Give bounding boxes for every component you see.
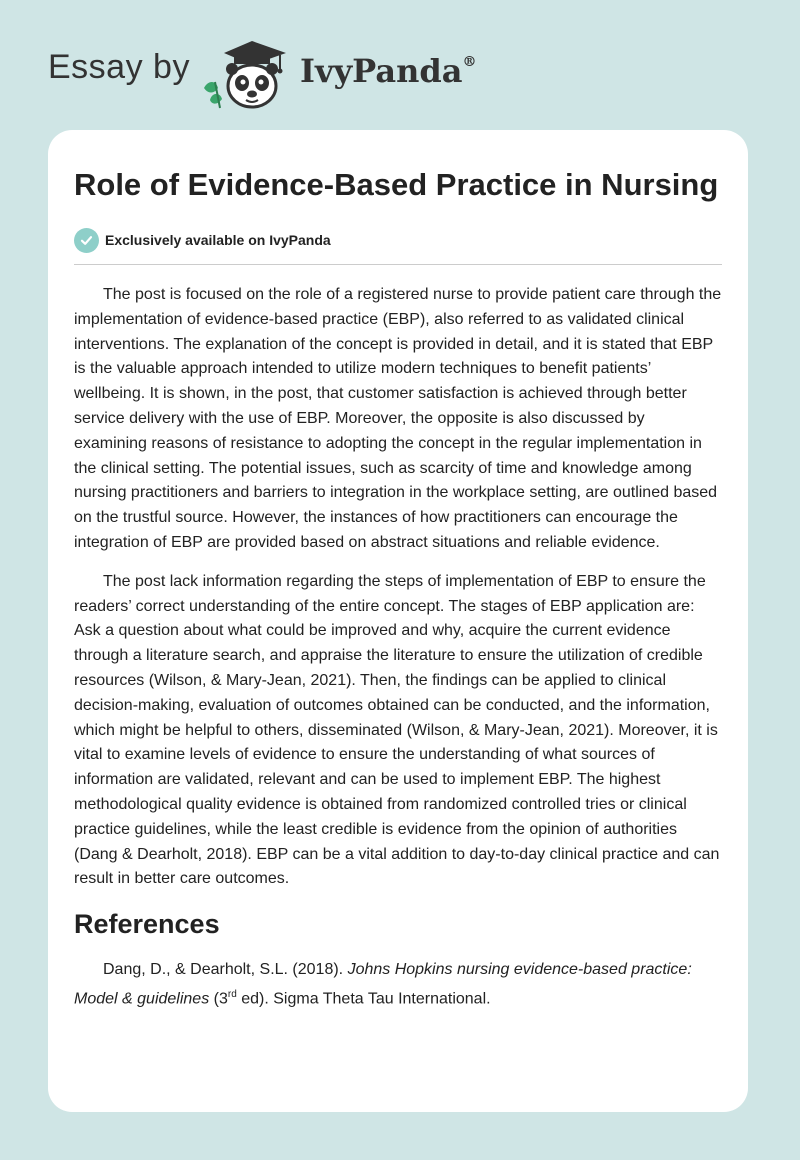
site-header: [48, 36, 508, 116]
article-body: [74, 283, 722, 892]
essay-by-label: Essay by: [48, 48, 190, 86]
registered-mark: ®: [462, 54, 477, 70]
paragraph: The post lack information regarding the steps of implementation of EBP to ensure the readers’ correct understanding of the entire concept. The stages of EBP application are: Ask a question about what could be improved and why, acquire the current evidence through a literature search, and appraise the literature to ensure the utilization of credible resources (Wilson, & Mary-Jean, 2021). Then, the findings can be applied to clinical decision-making, evaluation of outcomes obtained can be conducted, and the information, which might be helpful to others, disseminated (Wilson, & Mary-Jean, 2021). Moreover, it is vital to examine levels of evidence to ensure the understanding of what sources of information are validated, relevant and can be used to implement EBP. The highest methodological quality evidence is obtained from randomized controlled tries or clinical practice guidelines, while the least credible is evidence from the opinion of authorities (Dang & Dearholt, 2018). EBP can be a vital addition to day-to-day clinical practice and can result in better care outcomes.: [74, 572, 720, 888]
reference-title: Johns Hopkins nursing evidence-based practice: Model & guidelines: [74, 961, 692, 1008]
paragraph: The post is focused on the role of a registered nurse to provide patient care through the implementation of evidence-based practice (EBP), also referred to as validated clinical interventions. The explanation of the concept is provided in detail, and it is stated that EBP is the valuable approach intended to utilize modern techniques to benefit patients’ wellbeing. It is shown, in the post, that customer satisfaction is achieved through better service delivery with the use of EBP. Moreover, the opposite is also discussed by examining reasons of resistance to adopting the concept in the regular implementation in the clinical setting. The potential issues, such as scarcity of time and knowledge among nursing practitioners and barriers to integration in the workplace setting, are outlined based on the trustful source. However, the instances of how practitioners can encourage the integration of EBP are provided based on abstract situations and reliable evidence.: [74, 286, 722, 551]
brand-label: IvyPanda: [300, 52, 463, 90]
panda-logo-icon[interactable]: [200, 36, 296, 112]
reference-authors: Dang, D., & Dearholt, S.L. (2018).: [103, 961, 348, 979]
exclusive-label: Exclusively available on IvyPanda: [105, 232, 331, 248]
exclusive-badge: [74, 227, 722, 253]
divider: [74, 264, 722, 265]
reference-edition: (3: [209, 990, 228, 1008]
page-title: Role of Evidence-Based Practice in Nursing: [74, 167, 719, 202]
brand-name[interactable]: [300, 52, 476, 90]
reference-publisher: ed). Sigma Theta Tau International.: [236, 990, 491, 1008]
essay-card: [48, 130, 748, 1112]
reference-entry: [74, 958, 722, 1012]
reference-edition-sup: rd: [227, 988, 237, 1000]
references-heading: References: [74, 909, 220, 940]
checkmark-icon: [74, 228, 99, 253]
